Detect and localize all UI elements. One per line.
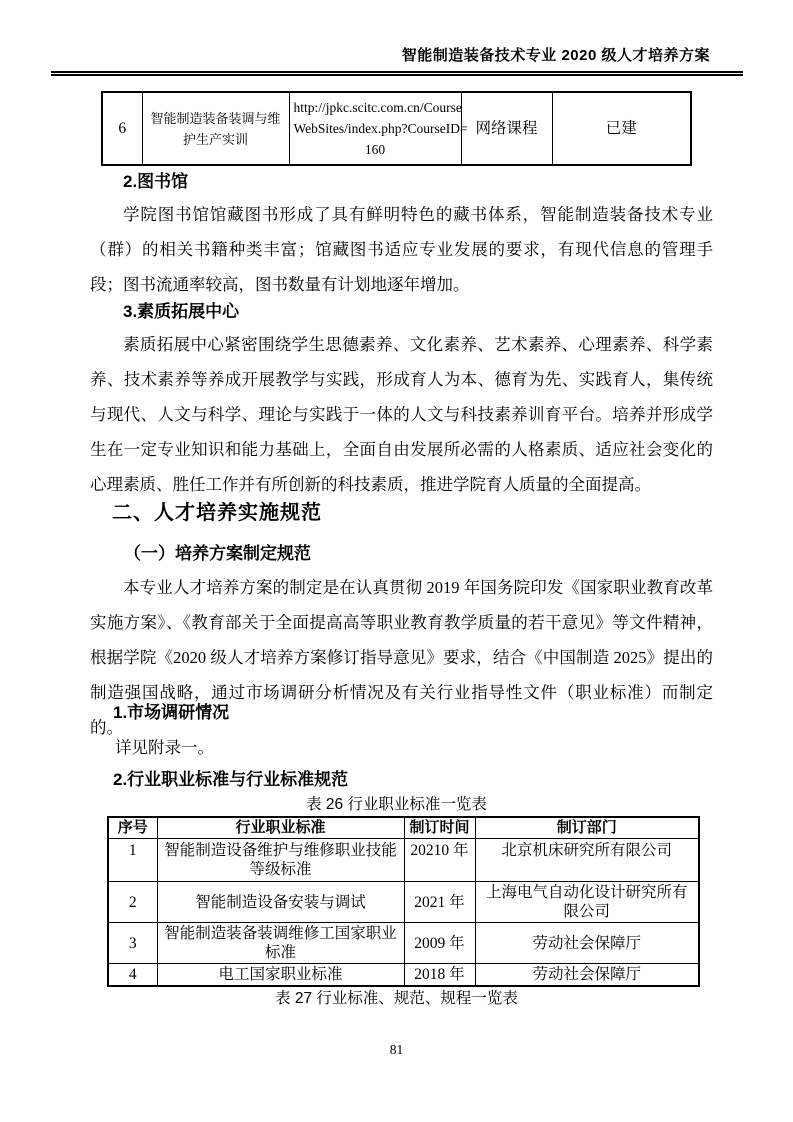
dept-cell: 上海电气自动化设计研究所有限公司 xyxy=(475,882,699,923)
standard-cell: 智能制造设备安装与调试 xyxy=(157,882,404,923)
page-number: 81 xyxy=(389,1042,404,1057)
course-status-cell: 已建 xyxy=(552,92,691,165)
paragraph-quality-center: 素质拓展中心紧密围绕学生思德素养、文化素养、艺术素养、心理素养、科学素养、技术素养等养成开展教学与实践，形成育人为本、德育为先、实践育人，集传统与现代、人文与科学、理论与实践于一体的人文与科技素养训育平台。培养并形成学生在一定专业知识和能力基础上，全面自由发展所必需的人格素质、适应社会变化的心理素质、胜任工作并有所创新的科技素质，推进学院育人质量的全面提高。 xyxy=(90,335,713,494)
table-row xyxy=(108,923,699,964)
course-url-cell xyxy=(289,92,468,165)
table-row xyxy=(102,92,691,165)
header-divider-rule xyxy=(51,71,743,76)
dept-cell: 北京机床研究所有限公司 xyxy=(475,839,699,882)
text-see-appendix: 详见附录一。 xyxy=(115,738,214,757)
table-header-row xyxy=(108,817,699,839)
col-header-time: 制订时间 xyxy=(404,817,475,839)
seq-cell: 2 xyxy=(108,882,157,923)
time-cell: 2021 年 xyxy=(404,882,475,923)
time-cell: 20210 年 xyxy=(404,839,475,882)
table-row xyxy=(108,964,699,987)
paragraph-plan-spec: 本专业人才培养方案的制定是在认真贯彻 2019 年国务院印发《国家职业教育改革实施方案》、《教育部关于全面提高高等职业教育教学质量的若干意见》等文件精神，根据学院《2020 级人才培养方案修订指导意见》要求，结合《中国制造 2025》提出的制造强国战略，通过市场调研分析情况及有关行业指导性文件（职业标准）而制定的。 xyxy=(90,578,713,737)
col-header-seq: 序号 xyxy=(108,817,157,839)
course-table xyxy=(101,91,692,166)
table27-caption: 表 27 行业标准、规范、规程一览表 xyxy=(275,990,518,1007)
section-heading-library: 2.图书馆 xyxy=(123,172,189,191)
paragraph-library: 学院图书馆馆藏图书形成了具有鲜明特色的藏书体系，智能制造装备技术专业（群）的相关书籍种类丰富；馆藏图书适应专业发展的要求，有现代信息的管理手段；图书流通率较高，图书数量有计划地逐年增加。 xyxy=(90,205,713,294)
table26-caption: 表 26 行业职业标准一览表 xyxy=(306,796,487,813)
heading-part-two: 二、人才培养实施规范 xyxy=(112,502,322,524)
standard-cell: 智能制造设备维护与维修职业技能等级标准 xyxy=(157,839,404,882)
col-header-dept: 制订部门 xyxy=(475,817,699,839)
seq-cell: 1 xyxy=(108,839,157,882)
page-header-title: 智能制造装备技术专业 2020 级人才培养方案 xyxy=(401,47,710,64)
seq-cell: 3 xyxy=(108,923,157,964)
course-name-cell: 智能制造装备装调与维护生产实训 xyxy=(142,92,289,165)
course-type-cell: 网络课程 xyxy=(461,92,552,165)
table-row xyxy=(108,882,699,923)
table-row xyxy=(108,839,699,882)
dept-cell: 劳动社会保障厅 xyxy=(475,964,699,987)
heading-plan-spec: （一）培养方案制定规范 xyxy=(124,544,311,563)
course-url-line: http://jpkc.scitc.com.cn/Course xyxy=(293,100,462,115)
col-header-standard: 行业职业标准 xyxy=(157,817,404,839)
course-url-line: 160 xyxy=(364,142,386,157)
dept-cell: 劳动社会保障厅 xyxy=(475,923,699,964)
course-seq-cell: 6 xyxy=(102,92,142,165)
industry-standards-table xyxy=(107,816,700,987)
standard-cell: 电工国家职业标准 xyxy=(157,964,404,987)
time-cell: 2018 年 xyxy=(404,964,475,987)
heading-market-research: 1.市场调研情况 xyxy=(113,703,230,722)
standard-cell: 智能制造装备装调维修工国家职业标准 xyxy=(157,923,404,964)
heading-industry-standards: 2.行业职业标准与行业标准规范 xyxy=(113,770,349,789)
time-cell: 2009 年 xyxy=(404,923,475,964)
seq-cell: 4 xyxy=(108,964,157,987)
section-heading-quality-center: 3.素质拓展中心 xyxy=(123,302,240,321)
course-url-line: WebSites/index.php?CourseID= xyxy=(293,121,468,136)
